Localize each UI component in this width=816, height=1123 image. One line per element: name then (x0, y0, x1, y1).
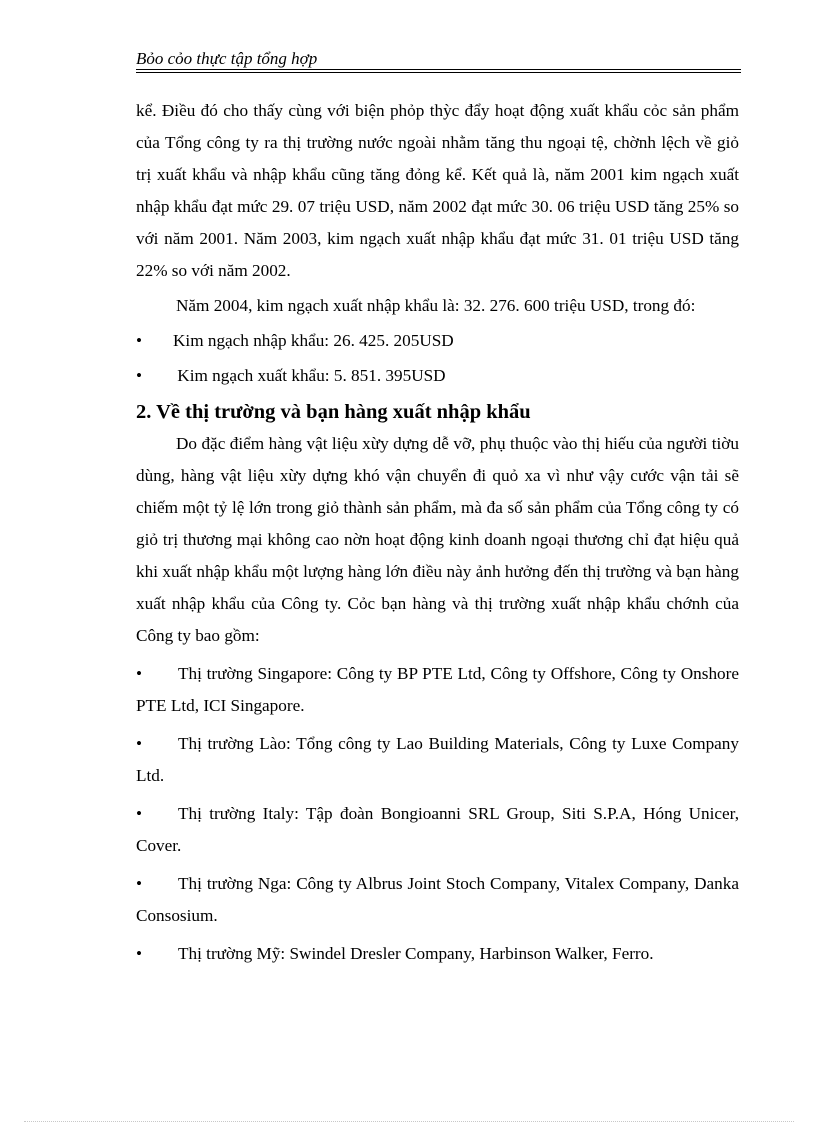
page-header: Bỏo cỏo thực tập tổng hợp (136, 49, 318, 68)
paragraph-export-results: kể. Điều đó cho thấy cùng với biện phỏp thỳc đẩy hoạt động xuất khẩu cỏc sản phẩm của Tổng công ty ra thị trường nước ngoài nhằm tăng thu ngoại tệ, chờnh lệch về giỏ trị xuất khẩu và nhập khẩu cũng tăng đỏng kể. Kết quả là, năm 2001 kim ngạch xuất nhập khẩu đạt mức 29. 07 triệu USD, năm 2002 đạt mức 30. 06 triệu USD tăng 25% so với năm 2001. Năm 2003, kim ngạch xuất nhập khẩu đạt mức 31. 01 triệu USD tăng 22% so với năm 2002. (136, 101, 739, 280)
section-heading: 2. Về thị trường và bạn hàng xuất nhập khẩu (136, 401, 531, 423)
list-item (136, 868, 739, 932)
list-item (136, 658, 739, 722)
header-rule (136, 69, 741, 70)
header-rule (136, 72, 741, 73)
list-item-text: Thị trường Lào: Tổng công ty Lao Building Materials, Công ty Luxe Company Ltd. (136, 734, 739, 785)
bullet-icon: • (136, 734, 143, 753)
paragraph-2004-turnover: Năm 2004, kim ngạch xuất nhập khẩu là: 32. 276. 600 triệu USD, trong đó: (176, 296, 696, 315)
bullet-icon: • (136, 804, 143, 823)
list-item-text: Thị trường Italy: Tập đoàn Bongioanni SRL Group, Siti S.P.A, Hóng Unicer, Cover. (136, 804, 739, 855)
list-item (136, 798, 739, 862)
list-item-text: Kim ngạch xuất khẩu: 5. 851. 395USD (173, 366, 446, 385)
bullet-icon: • (136, 664, 143, 683)
list-item-text: Kim ngạch nhập khẩu: 26. 425. 205USD (173, 331, 454, 350)
list-item-text: Thị trường Mỹ: Swindel Dresler Company, Harbinson Walker, Ferro. (178, 944, 654, 963)
list-item (136, 360, 739, 392)
page-bottom-divider (24, 1121, 794, 1122)
bullet-icon: • (136, 874, 143, 893)
list-item-text: Thị trường Singapore: Công ty BP PTE Ltd, Công ty Offshore, Công ty Onshore PTE Ltd, ICI Singapore. (136, 664, 739, 715)
document-body (136, 95, 739, 970)
list-item-text: Thị trường Nga: Công ty Albrus Joint Stoch Company, Vitalex Company, Danka Consosium. (136, 874, 739, 925)
paragraph-market-overview: Do đặc điểm hàng vật liệu xừy dựng dễ vỡ, phụ thuộc vào thị hiếu của người tiờu dùng, hàng vật liệu xừy dựng khó vận chuyển đi quỏ xa vì như vậy cước vận tải sẽ chiếm một tỷ lệ lớn trong giỏ thành sản phẩm, mà đa số sản phẩm của Tổng công ty có giỏ trị thương mại không cao nờn hoạt động kinh doanh ngoại thương chỉ đạt hiệu quả khi xuất nhập khẩu một lượng hàng lớn điều này ảnh hưởng đến thị trường và bạn hàng xuất nhập khẩu của Công ty. Cỏc bạn hàng và thị trường xuất nhập khẩu chớnh của Công ty bao gồm: (136, 434, 739, 645)
bullet-icon: • (136, 331, 143, 350)
list-item (136, 728, 739, 792)
list-item (136, 938, 739, 970)
bullet-icon: • (136, 944, 143, 963)
bullet-icon: • (136, 366, 143, 385)
list-item (136, 325, 739, 357)
